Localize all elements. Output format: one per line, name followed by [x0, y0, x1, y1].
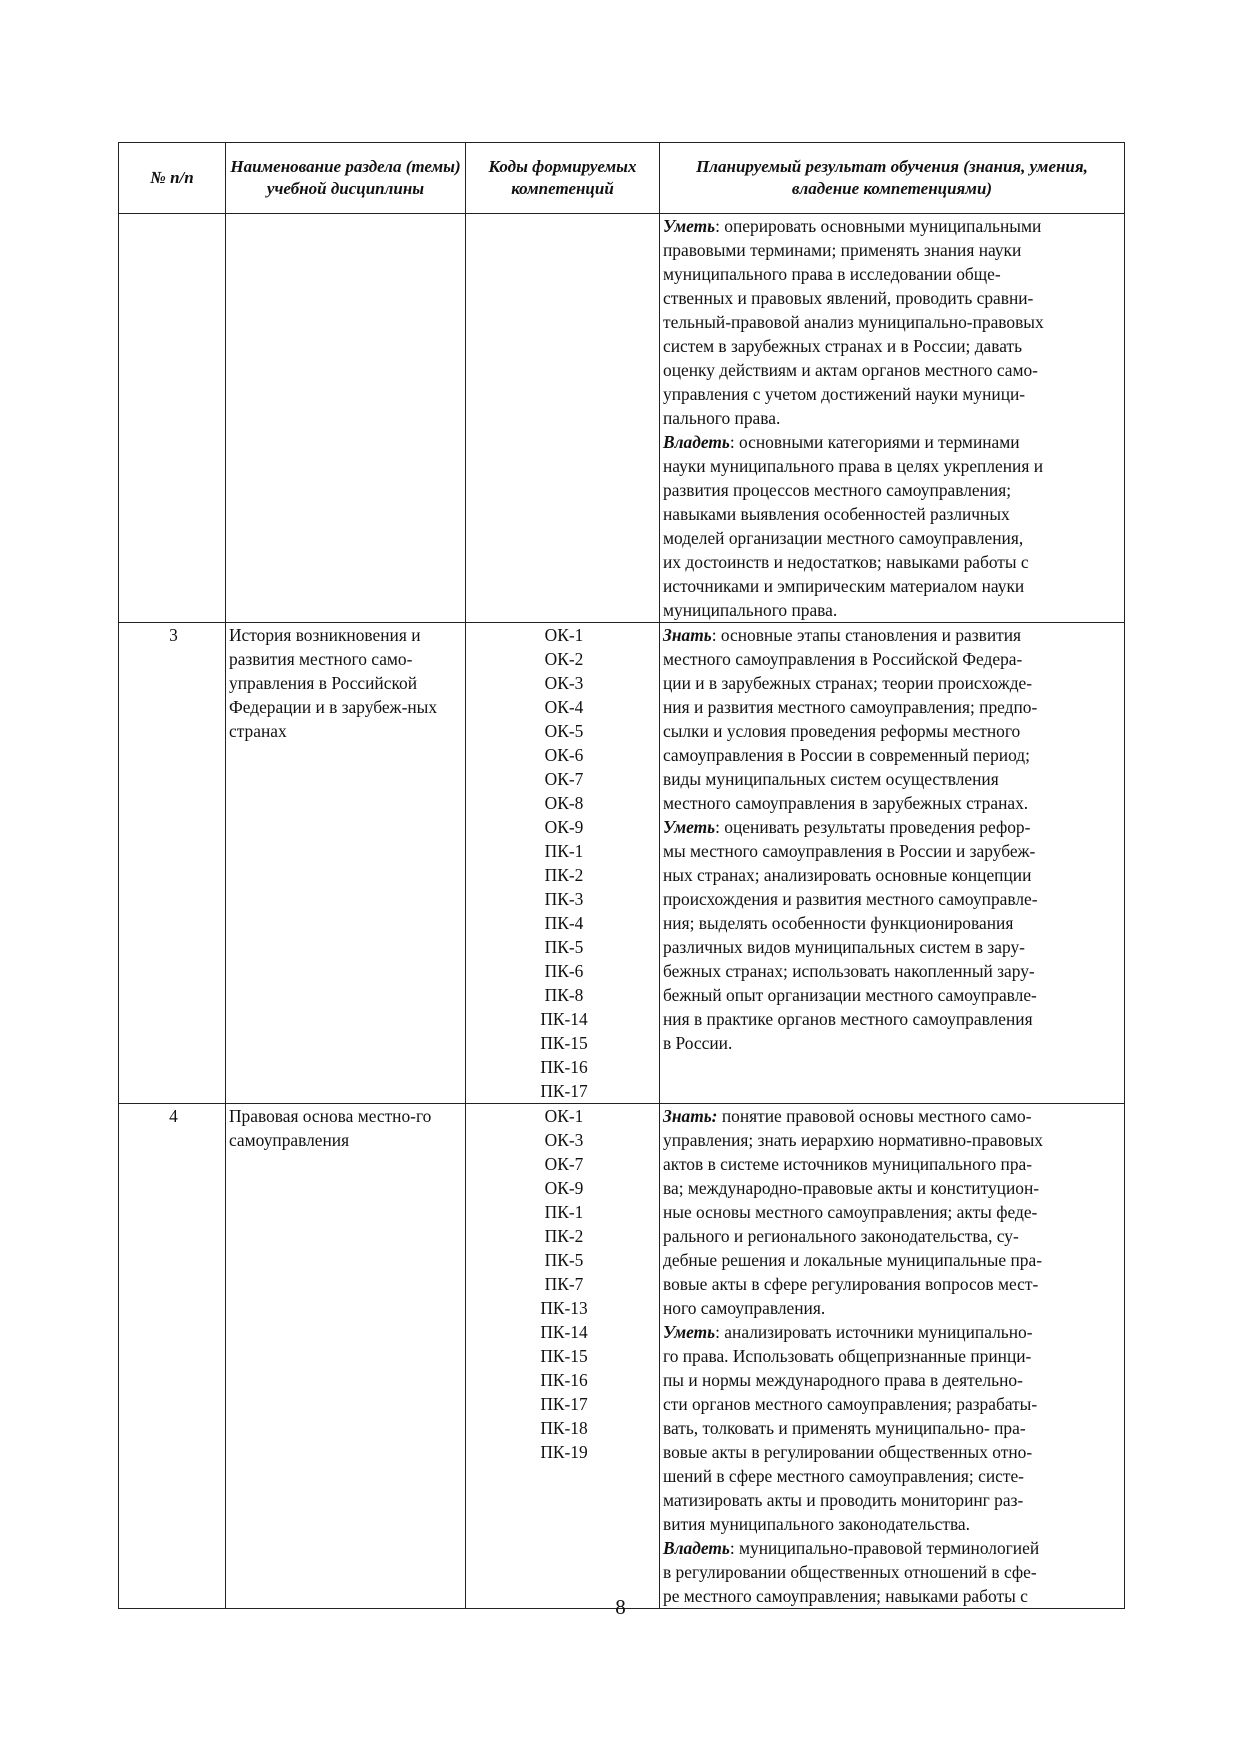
competency-code: ПК-14 [540, 1322, 588, 1342]
result-text: происхождения и развития местного самоуправле- [663, 889, 1038, 909]
row-number: 3 [119, 623, 226, 1104]
result-line [663, 1512, 1124, 1536]
result-text: оценку действиям и актам органов местного само- [663, 360, 1038, 380]
row-topic [226, 214, 466, 623]
result-text: го права. Использовать общепризнанные принци- [663, 1346, 1032, 1366]
result-text: управления; знать иерархию нормативно-правовых [663, 1130, 1043, 1150]
result-line [663, 1536, 1124, 1560]
result-line [663, 1152, 1124, 1176]
result-line [663, 959, 1124, 983]
header-codes: Коды формируемых компетенций [466, 143, 660, 214]
result-text: дебные решения и локальные муниципальные пра- [663, 1250, 1042, 1270]
result-line [663, 1200, 1124, 1224]
result-line [663, 1007, 1124, 1031]
result-text: ре местного самоуправления; навыками работы с [663, 1586, 1028, 1606]
result-text: ния и развития местного самоуправления; предпо- [663, 697, 1038, 717]
result-line [663, 526, 1124, 550]
result-text: местного самоуправления в зарубежных странах. [663, 793, 1029, 813]
table-row [119, 1104, 1125, 1609]
competency-code: ПК-18 [540, 1418, 588, 1438]
result-line [663, 1560, 1124, 1584]
result-text: муниципального права в исследовании обще- [663, 264, 1001, 284]
result-line [663, 382, 1124, 406]
competency-code: ПК-16 [540, 1057, 588, 1077]
competency-code: ОК-8 [544, 793, 584, 813]
result-text: навыками выявления особенностей различных [663, 504, 1010, 524]
result-line [663, 598, 1124, 622]
result-line [663, 935, 1124, 959]
result-line [663, 1248, 1124, 1272]
result-line [663, 454, 1124, 478]
result-line [663, 574, 1124, 598]
result-text: в регулировании общественных отношений в сфе- [663, 1562, 1037, 1582]
result-line [663, 911, 1124, 935]
competency-code: ОК-9 [544, 1178, 584, 1198]
result-text: пального права. [663, 408, 781, 428]
competency-code: ОК-6 [544, 745, 584, 765]
result-line [663, 863, 1124, 887]
result-text: : оперировать основными муниципальными [715, 216, 1042, 236]
result-text: : оценивать результаты проведения рефор- [715, 817, 1031, 837]
result-text: самоуправления в России в современный период; [663, 745, 1030, 765]
competency-code: ПК-5 [544, 937, 584, 957]
result-text: шений в сфере местного самоуправления; систе- [663, 1466, 1024, 1486]
competency-code: ПК-3 [544, 889, 584, 909]
result-text: вать, толковать и применять муниципально- пра- [663, 1418, 1026, 1438]
result-line [663, 623, 1124, 647]
competency-code: ОК-3 [544, 673, 584, 693]
result-text: науки муниципального права в целях укрепления и [663, 456, 1044, 476]
result-text: бежный опыт организации местного самоуправле- [663, 985, 1037, 1005]
competency-code: ПК-2 [544, 865, 584, 885]
competency-code: ПК-8 [544, 985, 584, 1005]
result-line [663, 743, 1124, 767]
result-line [663, 238, 1124, 262]
result-line [663, 1488, 1124, 1512]
result-text: понятие правовой основы местного само- [717, 1106, 1032, 1126]
competency-code: ПК-2 [544, 1226, 584, 1246]
result-text: актов в системе источников муниципального пра- [663, 1154, 1033, 1174]
row-topic: Правовая основа местно-го самоуправления [226, 1104, 466, 1609]
result-line [663, 478, 1124, 502]
header-result: Планируемый результат обучения (знания, умения, владение компетенциями) [660, 143, 1125, 214]
result-line [663, 695, 1124, 719]
result-line [663, 1272, 1124, 1296]
result-line [663, 1440, 1124, 1464]
result-text: ных странах; анализировать основные концепции [663, 865, 1032, 885]
result-line [663, 550, 1124, 574]
result-line [663, 502, 1124, 526]
result-text: вовые акты в сфере регулирования вопросов мест- [663, 1274, 1039, 1294]
result-text: правовыми терминами; применять знания науки [663, 240, 1022, 260]
result-line [663, 1104, 1124, 1128]
row-number: 4 [119, 1104, 226, 1609]
competency-code: ОК-1 [544, 1106, 584, 1126]
result-text: : основными категориями и терминами [729, 432, 1020, 452]
competency-code: ПК-1 [544, 1202, 584, 1222]
result-line [663, 1416, 1124, 1440]
result-line [663, 1368, 1124, 1392]
result-line [663, 839, 1124, 863]
result-text: : муниципально-правовой терминологией [729, 1538, 1040, 1558]
result-text: ные основы местного самоуправления; акты феде- [663, 1202, 1038, 1222]
competency-code: ПК-6 [544, 961, 584, 981]
result-text: их достоинств и недостатков; навыками работы с [663, 552, 1029, 572]
result-text: ного самоуправления. [663, 1298, 826, 1318]
result-text: различных видов муниципальных систем в зару- [663, 937, 1025, 957]
result-text: вовые акты в регулировании общественных отно- [663, 1442, 1033, 1462]
result-text: систем в зарубежных странах и в России; давать [663, 336, 1023, 356]
competency-code: ОК-3 [544, 1130, 584, 1150]
competency-code: ОК-4 [544, 697, 584, 717]
result-line [663, 1176, 1124, 1200]
result-text: : основные этапы становления и развития [711, 625, 1022, 645]
row-learning-result [660, 1104, 1125, 1609]
competency-code: ПК-14 [540, 1009, 588, 1029]
result-text: источниками и эмпирическим материалом науки [663, 576, 1025, 596]
competency-code: ОК-1 [544, 625, 584, 645]
row-number [119, 214, 226, 623]
result-text: ния в практике органов местного самоуправления [663, 1009, 1033, 1029]
result-line [663, 719, 1124, 743]
table-row [119, 623, 1125, 1104]
result-text: рального и регионального законодательства, су- [663, 1226, 1019, 1246]
header-number: № п/п [119, 143, 226, 214]
row-competency-codes [466, 623, 660, 1104]
competency-code: ОК-9 [544, 817, 584, 837]
result-text: моделей организации местного самоуправления, [663, 528, 1024, 548]
result-line [663, 767, 1124, 791]
row-competency-codes [466, 1104, 660, 1609]
result-line [663, 815, 1124, 839]
result-text: сылки и условия проведения реформы местного [663, 721, 1021, 741]
table-row [119, 214, 1125, 623]
header-topic: Наименование раздела (темы) учебной дисциплины [226, 143, 466, 214]
result-text: виды муниципальных систем осуществления [663, 769, 999, 789]
row-topic: История возникновения и развития местного само-управления в Российской Федерации и в зарубеж-ных странах [226, 623, 466, 1104]
competency-code: ПК-4 [544, 913, 584, 933]
competency-code: ПК-17 [540, 1081, 588, 1101]
row-learning-result [660, 214, 1125, 623]
result-label: Уметь [663, 817, 716, 837]
result-text: ции и в зарубежных странах; теории происхожде- [663, 673, 1033, 693]
result-text: местного самоуправления в Российской Федера- [663, 649, 1023, 669]
row-learning-result [660, 623, 1125, 1104]
result-line [663, 286, 1124, 310]
result-text: в России. [663, 1033, 733, 1053]
result-text: муниципального права. [663, 600, 838, 620]
competency-code: ОК-7 [544, 1154, 584, 1174]
result-line [663, 647, 1124, 671]
result-label: Владеть [663, 432, 730, 452]
result-line [663, 1464, 1124, 1488]
result-label: Уметь [663, 216, 716, 236]
competency-code: ПК-15 [540, 1033, 588, 1053]
result-text: сти органов местного самоуправления; разрабаты- [663, 1394, 1038, 1414]
competency-code: ПК-15 [540, 1346, 588, 1366]
result-line [663, 671, 1124, 695]
competency-code: ПК-16 [540, 1370, 588, 1390]
result-text: ственных и правовых явлений, проводить сравни- [663, 288, 1034, 308]
result-line [663, 1031, 1124, 1055]
result-text: вития муниципального законодательства. [663, 1514, 970, 1534]
result-line [663, 406, 1124, 430]
result-label: Знать [663, 625, 712, 645]
competency-code: ПК-17 [540, 1394, 588, 1414]
competency-code: ОК-2 [544, 649, 584, 669]
competency-code: ПК-1 [544, 841, 584, 861]
result-label: Уметь [663, 1322, 716, 1342]
result-line [663, 1224, 1124, 1248]
result-line [663, 214, 1124, 238]
competency-code: ОК-7 [544, 769, 584, 789]
competency-code: ОК-5 [544, 721, 584, 741]
result-line [663, 1392, 1124, 1416]
result-line [663, 262, 1124, 286]
competency-code: ПК-7 [544, 1274, 584, 1294]
result-text: развития процессов местного самоуправления; [663, 480, 1012, 500]
result-line [663, 1296, 1124, 1320]
result-line [663, 983, 1124, 1007]
result-text: ния; выделять особенности функционирования [663, 913, 1014, 933]
result-text: бежных странах; использовать накопленный зару- [663, 961, 1035, 981]
result-label: Владеть [663, 1538, 730, 1558]
result-text: тельный-правовой анализ муниципально-правовых [663, 312, 1044, 332]
result-line [663, 1128, 1124, 1152]
competency-table [118, 142, 1125, 1609]
table-body [119, 214, 1125, 1609]
competency-code: ПК-5 [544, 1250, 584, 1270]
result-text: ва; международно-правовые акты и конституцион- [663, 1178, 1040, 1198]
result-text: управления с учетом достижений науки муници- [663, 384, 1026, 404]
result-text: мы местного самоуправления в России и зарубеж- [663, 841, 1036, 861]
result-line [663, 791, 1124, 815]
result-text: : анализировать источники муниципально- [715, 1322, 1033, 1342]
result-line [663, 887, 1124, 911]
result-line [663, 334, 1124, 358]
competency-code: ПК-13 [540, 1298, 588, 1318]
result-text: пы и нормы международного права в деятельно- [663, 1370, 1023, 1390]
result-line [663, 358, 1124, 382]
row-competency-codes [466, 214, 660, 623]
result-label: Знать: [663, 1106, 718, 1126]
result-text: матизировать акты и проводить мониторинг раз- [663, 1490, 1024, 1510]
competency-code: ПК-19 [540, 1442, 588, 1462]
result-line [663, 1344, 1124, 1368]
result-line [663, 1320, 1124, 1344]
table-header-row [119, 143, 1125, 214]
page-number: 8 [615, 1595, 626, 1619]
result-line [663, 430, 1124, 454]
result-line [663, 310, 1124, 334]
